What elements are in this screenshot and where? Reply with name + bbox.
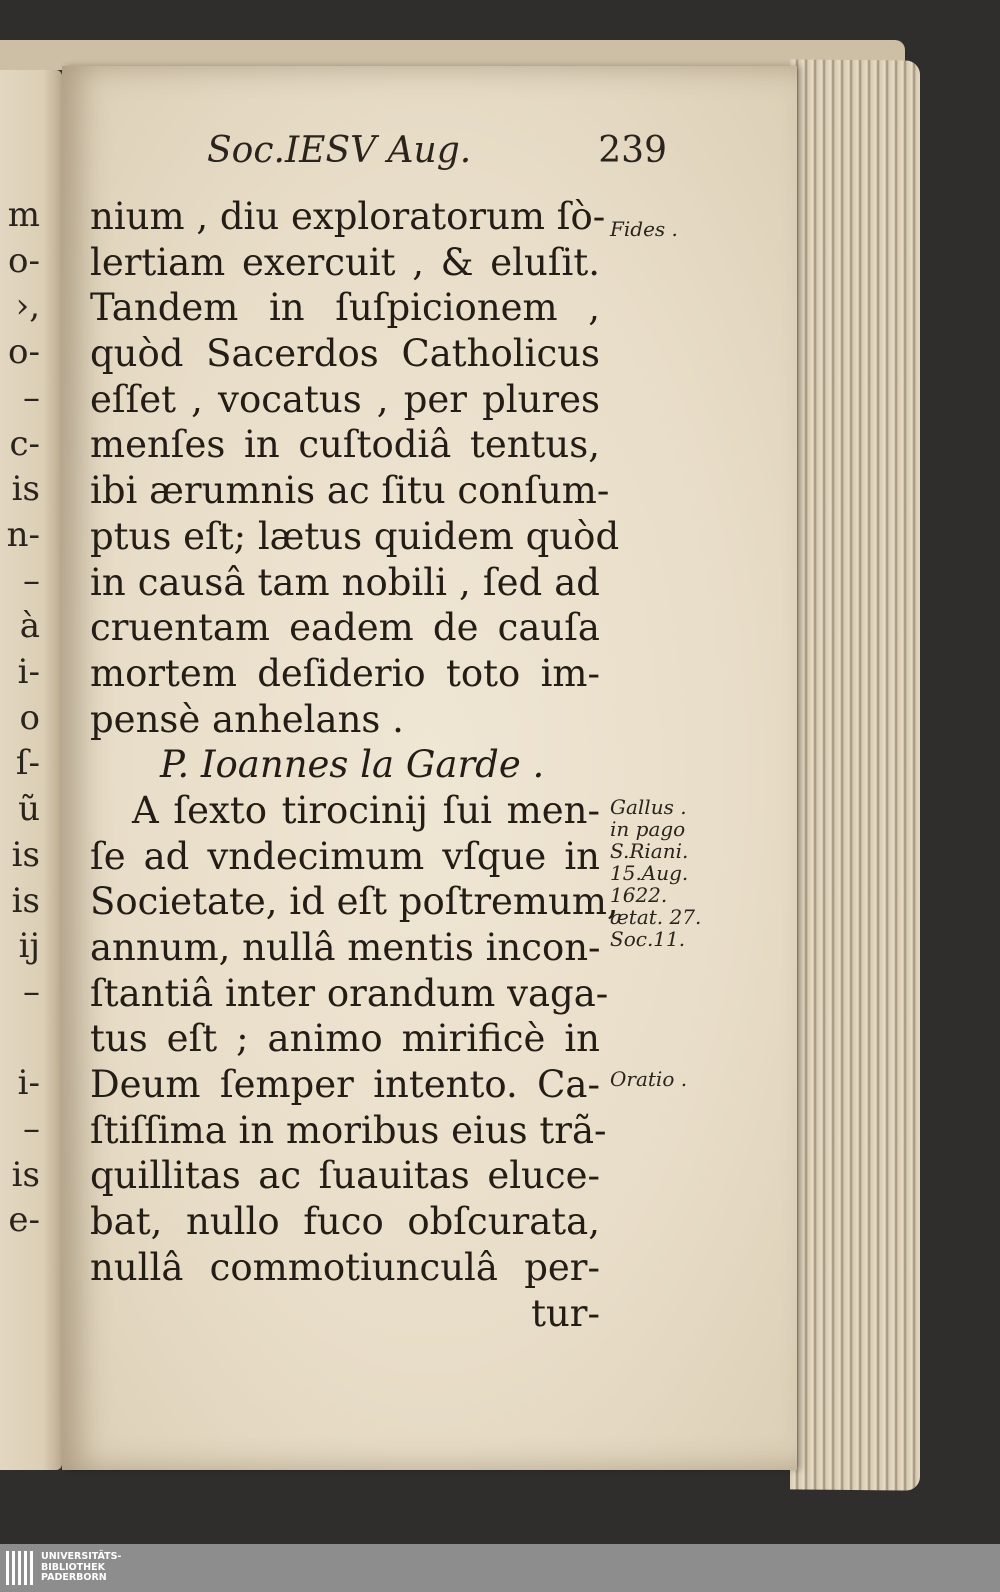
margin-note-line: S.Riani. <box>610 839 689 863</box>
margin-note-line: 1622. <box>610 883 668 907</box>
text-line: cruentam eadem de cauſa <box>90 606 600 650</box>
text-line: ſtantiâ inter orandum vaga- <box>90 971 609 1015</box>
left-page-fragment: – <box>23 377 40 418</box>
text-line: ibi ærumnis ac ſitu conſum- <box>90 469 610 513</box>
library-logo-icon <box>6 1551 33 1585</box>
text-line: quillitas ac ſuauitas eluce- <box>90 1154 600 1198</box>
left-page-fragment: ſ- <box>15 743 40 784</box>
left-page-fragment: e- <box>8 1200 40 1241</box>
left-page-fragment: ›, <box>15 286 40 327</box>
left-page-fragment: c- <box>9 423 40 464</box>
text-line: ſe ad vndecimum vſque in <box>90 834 600 878</box>
viewer-footer-bar <box>0 1544 1000 1592</box>
text-line: Societate, id eſt poſtremum, <box>90 880 619 924</box>
margin-note-oratio: Oratio . <box>610 1067 688 1091</box>
text-line: pensè anhelans . <box>90 697 404 741</box>
running-title: Soc.IESV Aug. <box>207 130 472 171</box>
page-number: 239 <box>598 130 667 171</box>
text-line: A ſexto tirocinij ſui men- <box>132 788 600 832</box>
margin-note-line: Gallus . <box>610 795 687 819</box>
text-line: Tandem in ſuſpicionem , <box>90 286 600 330</box>
left-page-fragment: – <box>23 971 40 1012</box>
left-page-fragment: o- <box>8 332 40 373</box>
left-page-fragment: is <box>11 834 40 875</box>
text-line: mortem deſiderio toto im- <box>90 651 600 695</box>
logo-line: PADERBORN <box>41 1572 107 1584</box>
margin-note-line: in pago <box>610 817 686 841</box>
catchword: tur- <box>531 1291 600 1335</box>
text-line: eſſet , vocatus , per plures <box>90 377 600 421</box>
text-line: tus eſt ; animo mirificè in <box>90 1017 600 1061</box>
body-text <box>90 194 620 1336</box>
section-heading: P. Ioannes la Garde . <box>160 743 545 787</box>
left-page-fragment: – <box>23 1109 40 1149</box>
left-page-fragment: is <box>11 880 40 921</box>
text-line: in causâ tam nobili , ſed ad <box>90 560 600 604</box>
left-page-fragment: m <box>7 195 40 235</box>
text-line: lertiam exercuit , & eluſit. <box>90 240 600 284</box>
left-page-fragment: ij <box>18 926 40 967</box>
page-fore-edge <box>790 59 920 1490</box>
library-logo[interactable] <box>6 1550 121 1586</box>
margin-note-line: 15.Aug. <box>610 861 689 885</box>
library-logo-text <box>41 1552 121 1584</box>
left-page-fragment: à <box>19 606 40 647</box>
margin-note-line: Soc.11. <box>610 927 686 951</box>
left-page-fragment: o- <box>8 240 40 281</box>
logo-line: UNIVERSITÄTS- <box>41 1551 122 1563</box>
left-page-fragment: is <box>11 1154 40 1195</box>
left-page-fragment: n- <box>6 514 40 555</box>
text-line: annum, nullâ mentis incon- <box>90 926 601 969</box>
left-page-fragment: i- <box>17 1063 40 1104</box>
left-page-fragment: ũ <box>18 789 40 830</box>
left-page-edge <box>0 70 62 1470</box>
left-page-fragment: i- <box>17 652 40 692</box>
text-line: bat, nullo fuco obſcurata, <box>90 1200 600 1244</box>
text-line: Deum ſemper intento. Ca- <box>90 1063 600 1107</box>
text-line: ptus eſt; lætus quidem quòd <box>90 514 620 558</box>
left-page-fragment: is <box>11 469 40 510</box>
margin-note-line: ætat. 27. <box>610 905 702 929</box>
right-page <box>62 66 797 1470</box>
text-line: quòd Sacerdos Catholicus <box>90 332 600 376</box>
text-line: nium , diu exploratorum ſò- <box>90 195 606 238</box>
text-line: nullâ commotiunculâ per- <box>90 1245 600 1289</box>
text-line: ſtiſſima in moribus eius trã- <box>90 1108 607 1152</box>
margin-note-gallus <box>610 796 740 950</box>
running-header <box>207 130 667 178</box>
left-page-fragment: – <box>23 560 40 601</box>
left-page-fragment: o <box>19 697 40 738</box>
logo-line: BIBLIOTHEK <box>41 1561 105 1573</box>
margin-note-fides: Fides . <box>610 217 678 241</box>
text-line: menſes in cuſtodiâ tentus, <box>90 423 600 467</box>
